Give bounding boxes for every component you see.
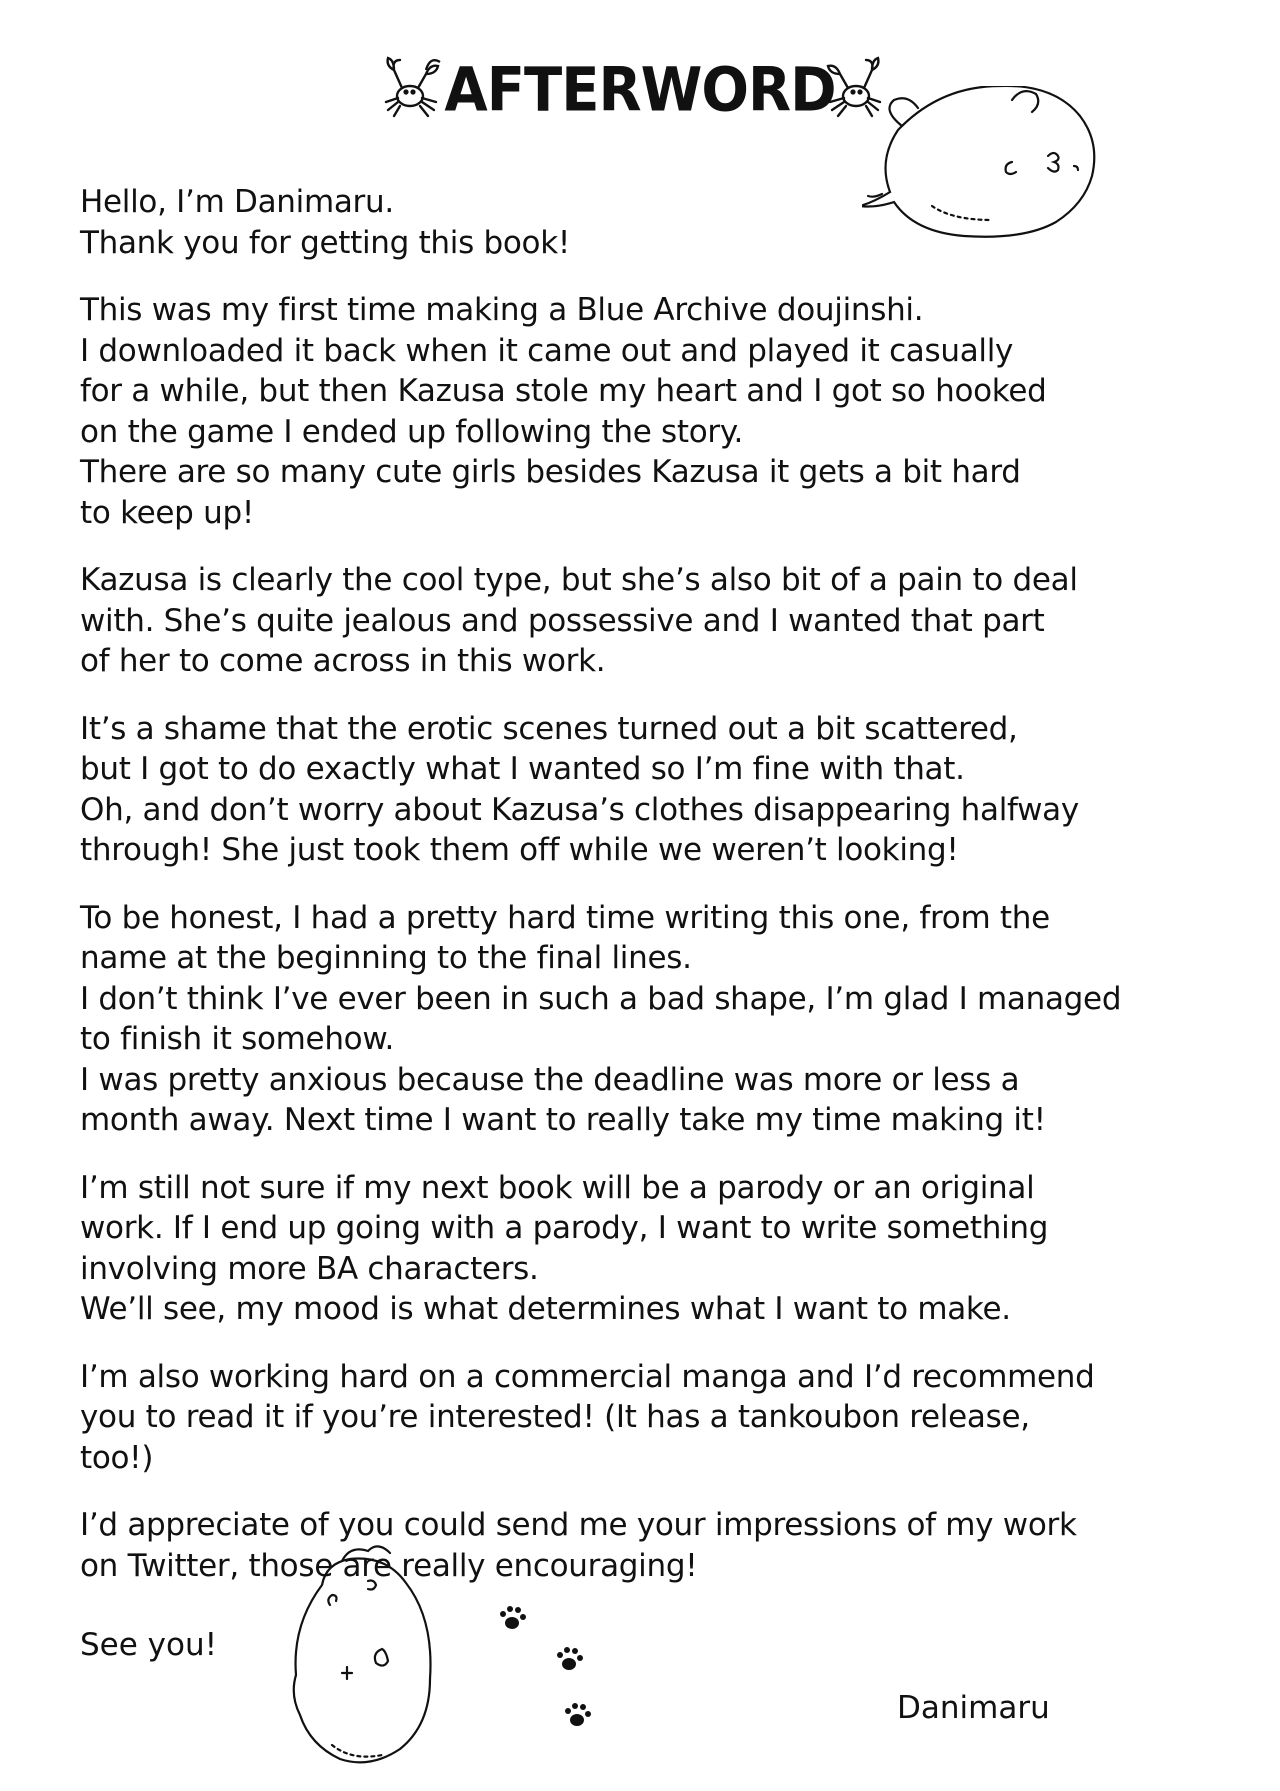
text-line: on the game I ended up following the story. [80, 413, 744, 450]
text-line: To be honest, I had a pretty hard time writing this one, from the [80, 899, 1050, 936]
text-line: Kazusa is clearly the cool type, but she’s also bit of a pain to deal [80, 562, 1078, 598]
text-line: of her to come across in this work. [80, 643, 606, 679]
paragraph [80, 290, 1190, 533]
page-title: AFTERWORD [444, 55, 836, 126]
text-line: I’m still not sure if my next book will be a parody or an original [80, 1169, 1035, 1206]
text-line: for a while, but then Kazusa stole my heart and I got so hooked [80, 373, 1047, 409]
text-line: you to read it if you’re interested! (It has a tankoubon release, [80, 1399, 1030, 1435]
paragraph [80, 560, 1190, 682]
text-line: but I got to do exactly what I wanted so I’m fine with that. [80, 751, 965, 787]
text-line: I’m also working hard on a commercial manga and I’d recommend [80, 1358, 1095, 1395]
text-line: I’d appreciate of you could send me your impressions of my work [80, 1507, 1077, 1543]
signoff-text: See you! [80, 1627, 218, 1663]
paragraph [80, 182, 1190, 263]
paragraph [80, 709, 1190, 871]
text-line: name at the beginning to the final lines. [80, 940, 692, 976]
text-line: It’s a shame that the erotic scenes turned out a bit scattered, [80, 710, 1018, 747]
text-line: I don’t think I’ve ever been in such a bad shape, I’m glad I managed [80, 980, 1122, 1017]
text-line: Thank you for getting this book! [80, 224, 570, 261]
text-line: through! She just took them off while we weren’t looking! [80, 832, 959, 868]
paragraph [80, 1168, 1190, 1330]
text-line: work. If I end up going with a parody, I want to write something [80, 1210, 1049, 1246]
text-line: to finish it somehow. [80, 1021, 395, 1057]
text-line: I downloaded it back when it came out and played it casually [80, 332, 1014, 369]
paw-print-icon [495, 1603, 529, 1633]
text-line: too!) [80, 1439, 154, 1476]
text-line: This was my first time making a Blue Archive doujinshi. [80, 292, 924, 328]
text-line: on Twitter, those are really encouraging! [80, 1547, 698, 1584]
paw-print-icon [552, 1644, 586, 1674]
afterword-body [80, 182, 1190, 1613]
text-line: Hello, I’m Danimaru. [80, 184, 394, 220]
paragraph [80, 1357, 1190, 1479]
paragraph [80, 1505, 1190, 1586]
paragraph [80, 898, 1190, 1141]
text-line: I was pretty anxious because the deadline was more or less a [80, 1061, 1020, 1098]
text-line: Oh, and don’t worry about Kazusa’s clothes disappearing halfway [80, 791, 1079, 828]
text-line: There are so many cute girls besides Kazusa it gets a bit hard [80, 454, 1021, 490]
hamster-mascot-icon [282, 1545, 452, 1770]
text-line: involving more BA characters. [80, 1250, 539, 1287]
text-line: to keep up! [80, 494, 254, 531]
text-line: with. She’s quite jealous and possessive and I wanted that part [80, 602, 1045, 639]
signature-text: Danimaru [897, 1690, 1050, 1726]
text-line: We’ll see, my mood is what determines what I want to make. [80, 1291, 1011, 1327]
text-line: month away. Next time I want to really take my time making it! [80, 1102, 1046, 1138]
paw-print-icon [560, 1700, 594, 1730]
